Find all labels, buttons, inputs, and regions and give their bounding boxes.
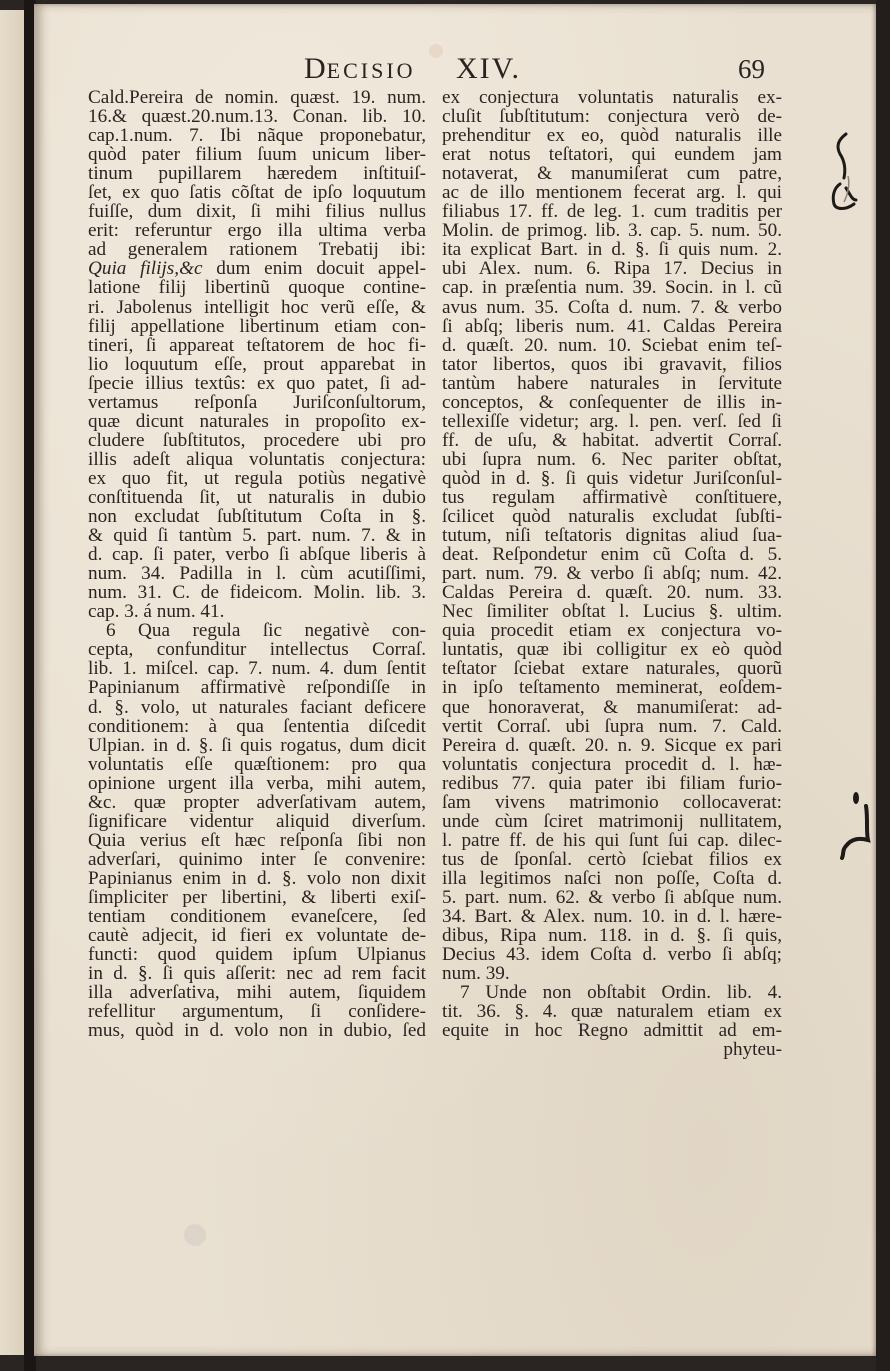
text-line: Papinianum affirmativè reſpondiſſe in	[88, 677, 426, 699]
text-line: tineri, ſi appareat teſtatorem de hoc fi-	[88, 334, 426, 356]
text-line: cluſit ſubſtitutum: conjectura verò de-	[442, 106, 782, 128]
text-line: cautè adjecit, id fieri ex voluntate de-	[88, 925, 426, 947]
text-line: ſimpliciter per libertini, & liberti exiſ-	[88, 886, 426, 908]
text-line: in d. §. ſi quis aſſerit: nec ad rem facit	[88, 963, 426, 985]
text-line: mus, quòd in d. volo non in dubio, ſed	[88, 1020, 426, 1042]
text-line: ſet, ex quo ſatis cõſtat de ipſo loquutum	[88, 182, 426, 204]
text-line: filij appellatione libertinum etiam con-	[88, 315, 426, 337]
text-line: voluntatis conjectura procedit d. l. hæ-	[442, 753, 782, 775]
text-line: tantùm habere naturales in ſervitute	[442, 372, 782, 394]
paper-stain	[184, 1224, 206, 1246]
text-line: illa adverſativa, mihi autem, ſiquidem	[88, 982, 426, 1004]
text-line: 5. part. num. 62. & verbo ſi abſque num.	[442, 886, 782, 908]
text-line: ſi abſq; liberis num. 41. Caldas Pereira	[442, 315, 782, 337]
text-line: illa legitimos naſci non poſſe, Coſta d.	[442, 867, 782, 889]
text-line: quæ dicunt naturales in propoſito ex-	[88, 410, 426, 432]
text-line: equite in hoc Regno admittit ad em-	[442, 1020, 782, 1042]
text-line: latione filij libertinũ quoque contine-	[88, 277, 426, 299]
text-line: lio loquutum eſſe, prout apparebat in	[88, 353, 426, 375]
text-line: Quia verius eſt hæc reſponſa ſibi non	[88, 829, 426, 851]
text-line: d. quæſt. 20. num. 10. Sciebat enim teſ-	[442, 334, 782, 356]
text-line: cap.1.num. 7. Ibi nãque proponebatur,	[88, 125, 426, 147]
text-line: d. cap. ſi pater, verbo ſi abſque liberis à	[88, 544, 426, 566]
text-line: & quid ſi tantùm 5. part. num. 7. & in	[88, 525, 426, 547]
text-line: tus regulam affirmativè conſtituere,	[442, 486, 782, 508]
text-line: lib. 1. miſcel. cap. 7. num. 4. dum ſentit	[88, 658, 426, 680]
text-line: cludere ſubſtitutos, procedere ubi pro	[88, 429, 426, 451]
text-line: 16.& quæst.20.num.13. Conan. lib. 10.	[88, 106, 426, 128]
text-line: erit: referuntur ergo illa ultima verba	[88, 220, 426, 242]
scan-background-edge	[876, 0, 890, 1371]
text-line: tutum, niſi teſtatoris dignitas aliud ſua-	[442, 525, 782, 547]
text-line: fuiſſe, dum dixit, ſi mihi filius nullus	[88, 201, 426, 223]
text-line: ubi Alex. num. 6. Ripa 17. Decius in	[442, 258, 782, 280]
text-line: l. patre ff. de his qui ſunt ſui cap. dilec-	[442, 829, 782, 851]
text-line: Caldas Pereira d. quæſt. 20. num. 33.	[442, 582, 782, 604]
running-head-initial: D	[304, 52, 327, 85]
text-line: ubi ſupra num. 6. Nec pariter obſtat,	[442, 448, 782, 470]
text-line: erat notus teſtatori, qui eundem jam	[442, 144, 782, 166]
chapter-number: XIV.	[456, 52, 521, 85]
text-line: 6 Qua regula ſic negativè con-	[106, 620, 426, 642]
text-line: ri. Jabolenus intelligit hoc verũ eſſe, &	[88, 296, 426, 318]
text-line: cap. 3. á num. 41.	[88, 601, 225, 623]
text-line: voluntatis eſſe quæſtionem: pro qua	[88, 753, 426, 775]
text-line: unde cùm ſciret matrimonij nullitatem,	[442, 810, 782, 832]
text-line: Quia filijs,&c dum enim docuit appel-	[88, 258, 426, 280]
text-line: Cald.Pereira de nomin. quæst. 19. num.	[88, 87, 426, 108]
text-line: redibus 77. quia pater ibi filiam furio-	[442, 772, 782, 794]
text-line: teſtator ſciebat extare naturales, quorũ	[442, 658, 782, 680]
text-line: cepta, confunditur intellectus Corraſ.	[88, 639, 426, 661]
text-line: deat. Reſpondetur enim cũ Coſta d. 5.	[442, 544, 782, 566]
page-header	[270, 52, 770, 92]
text-line: ſam vivens matrimonio collocaverat:	[442, 791, 782, 813]
left-text-column	[88, 88, 426, 1040]
text-line: ita explicat Bart. in d. §. ſi quis num. 2.	[442, 239, 782, 261]
text-line: phyteu-	[723, 1039, 782, 1061]
text-line: prehenditur ex eo, quòd naturalis ille	[442, 125, 782, 147]
text-line: ex quo fit, ut regula potiùs negativè	[88, 467, 426, 489]
text-line: ſignificare videntur aliquid diverſum.	[88, 810, 426, 832]
text-line: ff. de uſu, & habitat. advertit Corraſ.	[442, 429, 782, 451]
text-line: conditionem: à qua ſententia diſcedit	[88, 715, 426, 737]
running-head	[304, 52, 416, 86]
text-line: tinum pupillarem hæredem inſtituiſ-	[88, 163, 426, 185]
text-line: opinione urgent illa verba, mihi autem,	[88, 772, 426, 794]
text-line: Pereira d. quæſt. 20. n. 9. Sicque ex pari	[442, 734, 782, 756]
ink-marginal-mark	[826, 128, 866, 228]
text-line: Nec ſimiliter obſtat l. Lucius §. ultim.	[442, 601, 782, 623]
text-line: part. num. 79. & verbo ſi abſq; num. 42.	[442, 563, 782, 585]
text-line: vertamus reſponſa Juriſconſultorum,	[88, 391, 426, 413]
text-line: num. 39.	[442, 963, 510, 985]
text-line: tentiam conditionem evaneſcere, ſed	[88, 906, 426, 928]
text-line: Decius 43. idem Coſta d. verbo ſi abſq;	[442, 944, 782, 966]
text-line: illis adeſt aliqua voluntatis conjectura:	[88, 448, 426, 470]
right-text-column	[442, 88, 782, 1059]
text-line: adverſari, quinimo inter ſe convenire:	[88, 848, 426, 870]
text-line: Molin. de primog. lib. 3. cap. 5. num. 50.	[442, 220, 782, 242]
text-line: quia procedit etiam ex conjectura vo-	[442, 620, 782, 642]
text-line: refellitur argumentum, ſi conſidere-	[88, 1001, 426, 1023]
text-line: filiabus 17. ff. de leg. 1. cum traditis per	[442, 201, 782, 223]
text-line: vertit Corraſ. ubi ſupra num. 7. Cald.	[442, 715, 782, 737]
text-line: ad generalem rationem Trebatij ibi:	[88, 239, 426, 261]
text-line: tellexiſſe videtur; arg. l. pen. verſ. ſed ſi	[442, 410, 782, 432]
text-line: in ipſo teſtamento meminerat, eoſdem-	[442, 677, 782, 699]
text-line: ac de illo mentionem fecerat arg. l. qui	[442, 182, 782, 204]
text-line: avus num. 35. Coſta d. num. 7. & verbo	[442, 296, 782, 318]
text-line: d. §. volo, ut naturales faciant deficere	[88, 696, 426, 718]
text-line: ex conjectura voluntatis naturalis ex-	[442, 87, 782, 108]
text-line: ſpecie illius textûs: ex quo patet, ſi ad-	[88, 372, 426, 394]
text-line: ſcilicet quòd naturalis excludat ſubſti-	[442, 506, 782, 528]
text-line: quòd in d. §. ſi quis videtur Juriſconſul-	[442, 467, 782, 489]
text-line: functi: quod quidem ipſum Ulpianus	[88, 944, 426, 966]
text-line: num. 31. C. de fideicom. Molin. lib. 3.	[88, 582, 426, 604]
text-line: Papinianus enim in d. §. volo non dixit	[88, 867, 426, 889]
text-line: conſtituenda ſit, ut naturalis in dubio	[88, 486, 426, 508]
text-line: tus de ſponſal. certò ſciebat filios ex	[442, 848, 782, 870]
text-line: tit. 36. §. 4. quæ naturalem etiam ex	[442, 1001, 782, 1023]
text-line: tator libertos, quos ibi gravavit, filios	[442, 353, 782, 375]
text-line: 34. Bart. & Alex. num. 10. in d. l. hære-	[442, 906, 782, 928]
text-line: cap. in præſentia num. 39. Socin. in l. cũ	[442, 277, 782, 299]
text-line: num. 34. Padilla in l. cùm acutiſſimi,	[88, 563, 426, 585]
text-line: que honoraverat, & manumiſerat: ad-	[442, 696, 782, 718]
running-head-rest: ECISIO	[326, 58, 416, 83]
text-line: conceptos, & conſequenter de illis in-	[442, 391, 782, 413]
ink-marginal-mark	[836, 788, 876, 868]
italic-citation: Quia filijs,&c	[88, 258, 203, 280]
text-line: 7 Unde non obſtabit Ordin. lib. 4.	[460, 982, 782, 1004]
text-line: luntatis, quæ ibi colligitur ex eò quòd	[442, 639, 782, 661]
text-line: notaverat, & manumiſerat cum patre,	[442, 163, 782, 185]
text-line: quòd pater filium ſuum unicum liber-	[88, 144, 426, 166]
text-line: Ulpian. in d. §. ſi quis rogatus, dum dicit	[88, 734, 426, 756]
text-line: non excludat ſubſtitutum Coſta in §.	[88, 506, 426, 528]
facing-page-edge	[0, 10, 26, 1355]
text-line: &c. quæ propter adverſativam autem,	[88, 791, 426, 813]
text-line: dibus, Ripa num. 118. in d. §. ſi quis,	[442, 925, 782, 947]
page-number: 69	[738, 54, 765, 84]
